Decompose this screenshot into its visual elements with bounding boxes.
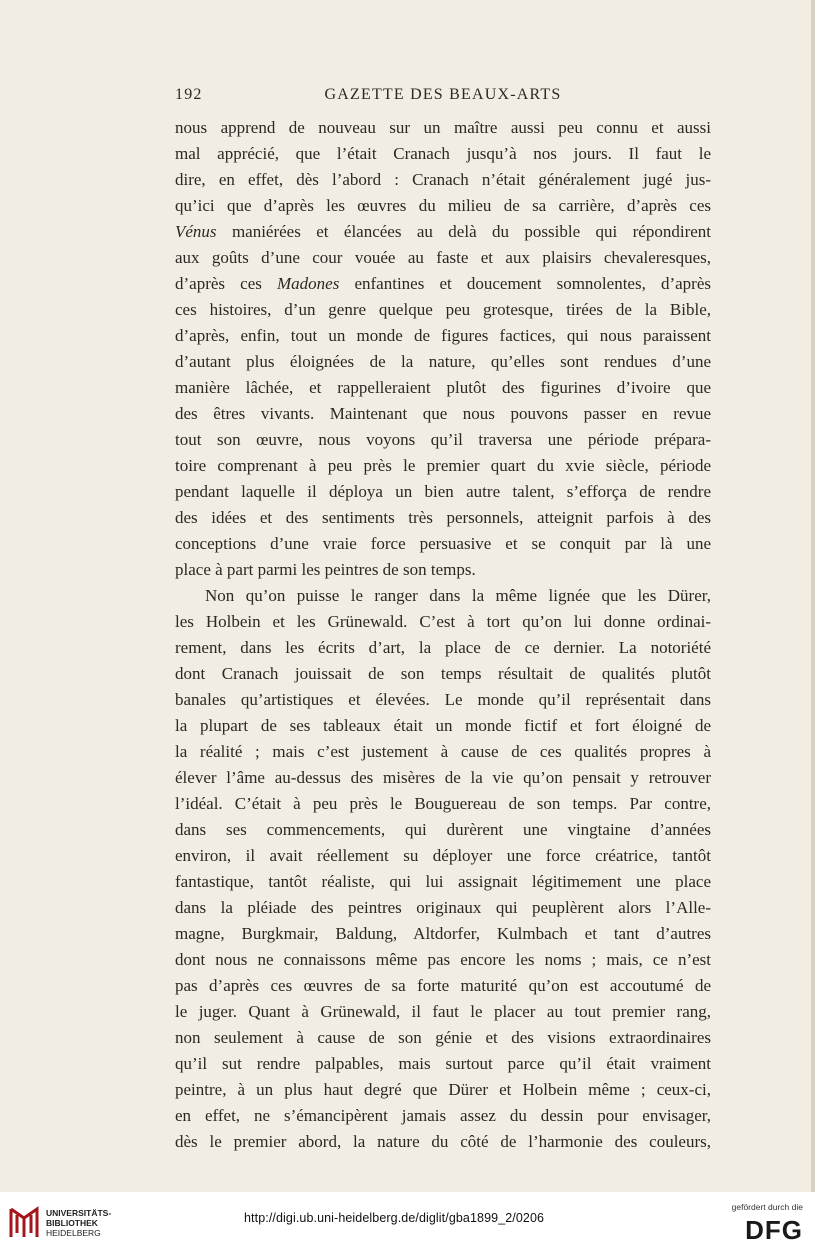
text-line: la plupart de ses tableaux était un monde fictif et fort éloigné de [175,716,711,735]
text-line: conceptions d’une vraie force persuasive et se conquit par là une [175,534,711,553]
text-line: magne, Burgkmair, Baldung, Altdorfer, Kulmbach et tant d’autres [175,924,711,943]
text-line: des êtres vivants. Maintenant que nous pouvons passer en revue [175,404,711,423]
text-line: dire, en effet, dès l’abord : Cranach n’était généralement jugé jus- [175,170,711,189]
text-line: banales qu’artistiques et élevées. Le monde qu’il représentait dans [175,690,711,709]
text-line: le juger. Quant à Grünewald, il faut le placer au tout premier rang, [175,1002,711,1021]
text-line: Non qu’on puisse le ranger dans la même lignée que les Dürer, [205,586,711,605]
text-line: pendant laquelle il déploya un bien autre talent, s’efforça de rendre [175,482,711,501]
text-line: toire comprenant à peu près le premier quart du xvie siècle, période [175,456,711,475]
text-line: nous apprend de nouveau sur un maître aussi peu connu et aussi [175,118,711,137]
library-name [46,1208,111,1238]
body-text [175,115,711,1155]
text-line: non seulement à cause de son génie et des visions extraordinaires [175,1028,711,1047]
italic-title: Madones [277,274,340,293]
text-line: d’après, enfin, tout un monde de figures factices, qui nous paraissent [175,326,711,345]
text-line: l’idéal. C’était à peu près le Bouguereau de son temps. Par contre, [175,794,711,813]
dfg-logo-icon: DFG [745,1215,803,1245]
text-line: place à part parmi les peintres de son temps. [175,560,476,579]
text-line: ces histoires, d’un genre quelque peu grotesque, tirées de la Bible, [175,300,711,319]
library-name-line-1: UNIVERSITÄTS- [46,1208,112,1218]
source-url-link[interactable]: http://digi.ub.uni-heidelberg.de/diglit/gba1899_2/0206 [244,1211,545,1225]
text-line: dont nous ne connaissons même pas encore les noms ; mais, ce n’est [175,950,711,969]
text-line: qu’ici que d’après les œuvres du milieu de sa carrière, d’après ces [175,196,711,215]
text-line: dans ses commencements, qui durèrent une vingtaine d’années [175,820,711,839]
funding-note: gefördert durch die [731,1202,803,1212]
text-line: des idées et des sentiments très personnels, atteignit parfois à des [175,508,711,527]
text-line: d’après ces Madones enfantines et doucement somnolentes, d’après [175,274,711,293]
text-line: en effet, ne s’émancipèrent jamais assez du dessin pour envisager, [175,1106,711,1125]
library-logo-icon [8,1206,40,1240]
page-number: 192 [175,86,203,103]
text-line: qu’il sut rendre palpables, mais surtout parce qu’il était vraiment [175,1054,711,1073]
italic-title: Vénus [175,222,217,241]
text-line: les Holbein et les Grünewald. C’est à tort qu’on lui donne ordinai- [175,612,711,631]
text-line: dont Cranach jouissait de son temps résultait de qualités plutôt [175,664,711,683]
library-name-line-3: HEIDELBERG [46,1228,101,1238]
text-line: la réalité ; mais c’est justement à cause de ces qualités propres à [175,742,711,761]
text-line: mal apprécié, que l’était Cranach jusqu’à nos jours. Il faut le [175,144,711,163]
running-head [175,86,711,108]
text-line: rement, dans les écrits d’art, la place de ce dernier. La notoriété [175,638,711,657]
text-line: manière lâchée, et rappelleraient plutôt des figurines d’ivoire que [175,378,711,397]
text-line: pas d’après ces œuvres de sa forte maturité qu’on est accoutumé de [175,976,711,995]
text-line: fantastique, tantôt réaliste, qui lui assignait légitimement une place [175,872,711,891]
text-line: aux goûts d’une cour vouée au faste et aux plaisirs chevaleresques, [175,248,711,267]
text-line: tout son œuvre, nous voyons qu’il traversa une période prépara- [175,430,711,449]
text-line: dans la pléiade des peintres originaux qui peuplèrent alors l’Alle- [175,898,711,917]
text-line: dès le premier abord, la nature du côté de l’harmonie des couleurs, [175,1132,711,1151]
page-edge [811,0,815,1192]
text-line: Vénus maniérées et élancées au delà du possible qui répondirent [175,222,711,241]
text-line: d’autant plus éloignées de la nature, qu’elles sont rendues d’une [175,352,711,371]
text-line: élever l’âme au-dessus des misères de la vie qu’on pensait y retrouver [175,768,711,787]
library-name-line-2: BIBLIOTHEK [46,1218,98,1228]
text-line: peintre, à un plus haut degré que Dürer et Holbein même ; ceux-ci, [175,1080,711,1099]
journal-title: GAZETTE DES BEAUX-ARTS [324,86,562,103]
text-line: environ, il avait réellement su déployer une force créatrice, tantôt [175,846,711,865]
footer-bar [0,1192,815,1252]
